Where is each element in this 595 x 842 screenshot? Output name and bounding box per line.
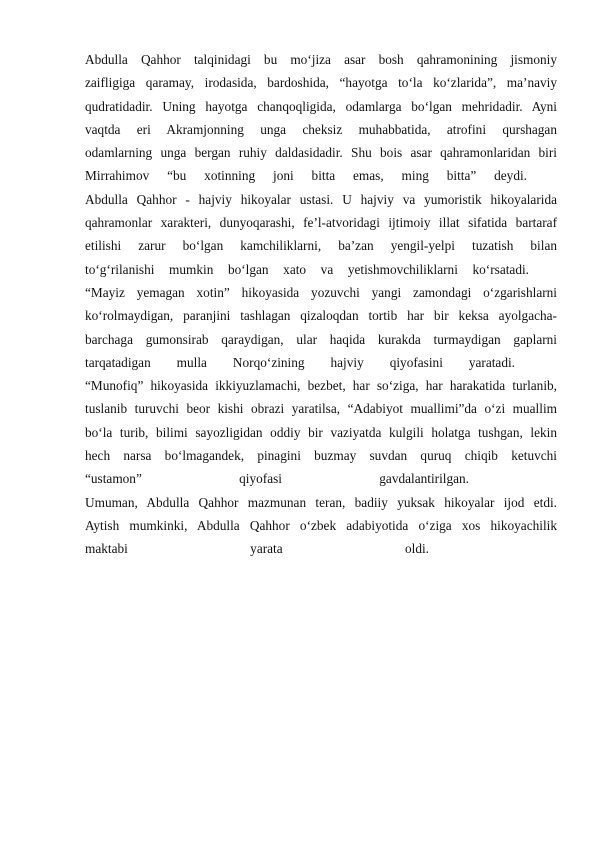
text-line: Umuman, Abdulla Qahhor mazmunan teran, badiiy yuksak hikoyalar ijod etdi. [85, 494, 557, 510]
text-line: “ustamon” qiyofasi gavdalantirilgan. [85, 471, 469, 487]
text-line: tuslanib turuvchi beor kishi obrazi yaratilsa, “Adabiyot muallimi”da o‘zi muallim [85, 401, 557, 417]
text-line: hech narsa bo‘lmagandek, pinagini buzmay suvdan quruq chiqib ketuvchi [85, 448, 557, 464]
text-line: tarqatadigan mulla Norqo‘zining hajviy qiyofasini yaratadi. [85, 354, 515, 370]
text-line: “Munofiq” hikoyasida ikkiyuzlamachi, bezbet, har so‘ziga, har harakatida turlanib, [85, 378, 557, 394]
text-line: Abdulla Qahhor - hajviy hikoyalar ustasi. U hajviy va yumoristik hikoyalarida [85, 191, 557, 207]
text-line: Abdulla Qahhor talqinidagi bu mo‘jiza asar bosh qahramonining jismoniy [85, 52, 557, 67]
text-line: etilishi zarur bo‘lgan kamchiliklarni, ba’zan yengil-yelpi tuzatish bilan [85, 238, 557, 254]
text-line: qudratidadir. Uning hayotga chanqoqligida, odamlarga bo‘lgan mehridadir. Ayni [85, 98, 557, 114]
text-line: Mirrahimov “bu xotinning joni bitta emas, ming bitta” deydi. [85, 168, 527, 184]
text-line: maktabi yarata oldi. [85, 541, 429, 557]
text-line: barchaga gumonsirab qaraydigan, ular haqida kurakda turmaydigan gaplarni [85, 331, 557, 347]
text-line: ko‘rolmaydigan, paranjini tashlagan qizaloqdan tortib har bir keksa ayolgacha- [85, 308, 557, 324]
text-line: Aytish mumkinki, Abdulla Qahhor o‘zbek adabiyotida o‘ziga xos hikoyachilik [85, 517, 557, 533]
text-line: “Mayiz yemagan xotin” hikoyasida yozuvchi yangi zamondagi o‘zgarishlarni [85, 284, 557, 300]
text-line: bo‘la turib, bilimi sayozligidan oddiy bir vaziyatda kulgili holatga tushgan, lekin [85, 424, 557, 440]
text-line: zaifligiga qaramay, irodasida, bardoshida, “hayotga to‘la ko‘zlarida”, ma’naviy [85, 75, 557, 91]
text-line: odamlarning unga bergan ruhiy daldasidadir. Shu bois asar qahramonlaridan biri [85, 145, 557, 161]
document-body [85, 48, 557, 561]
text-line: qahramonlar xarakteri, dunyoqarashi, fe’l-atvoridagi ijtimoiy illat sifatida bartaraf [85, 215, 557, 231]
text-line: vaqtda eri Akramjonning unga cheksiz muhabbatida, atrofini qurshagan [85, 121, 557, 137]
text-line: to‘g‘rilanishi mumkin bo‘lgan xato va yetishmovchiliklarni ko‘rsatadi. [85, 261, 529, 277]
